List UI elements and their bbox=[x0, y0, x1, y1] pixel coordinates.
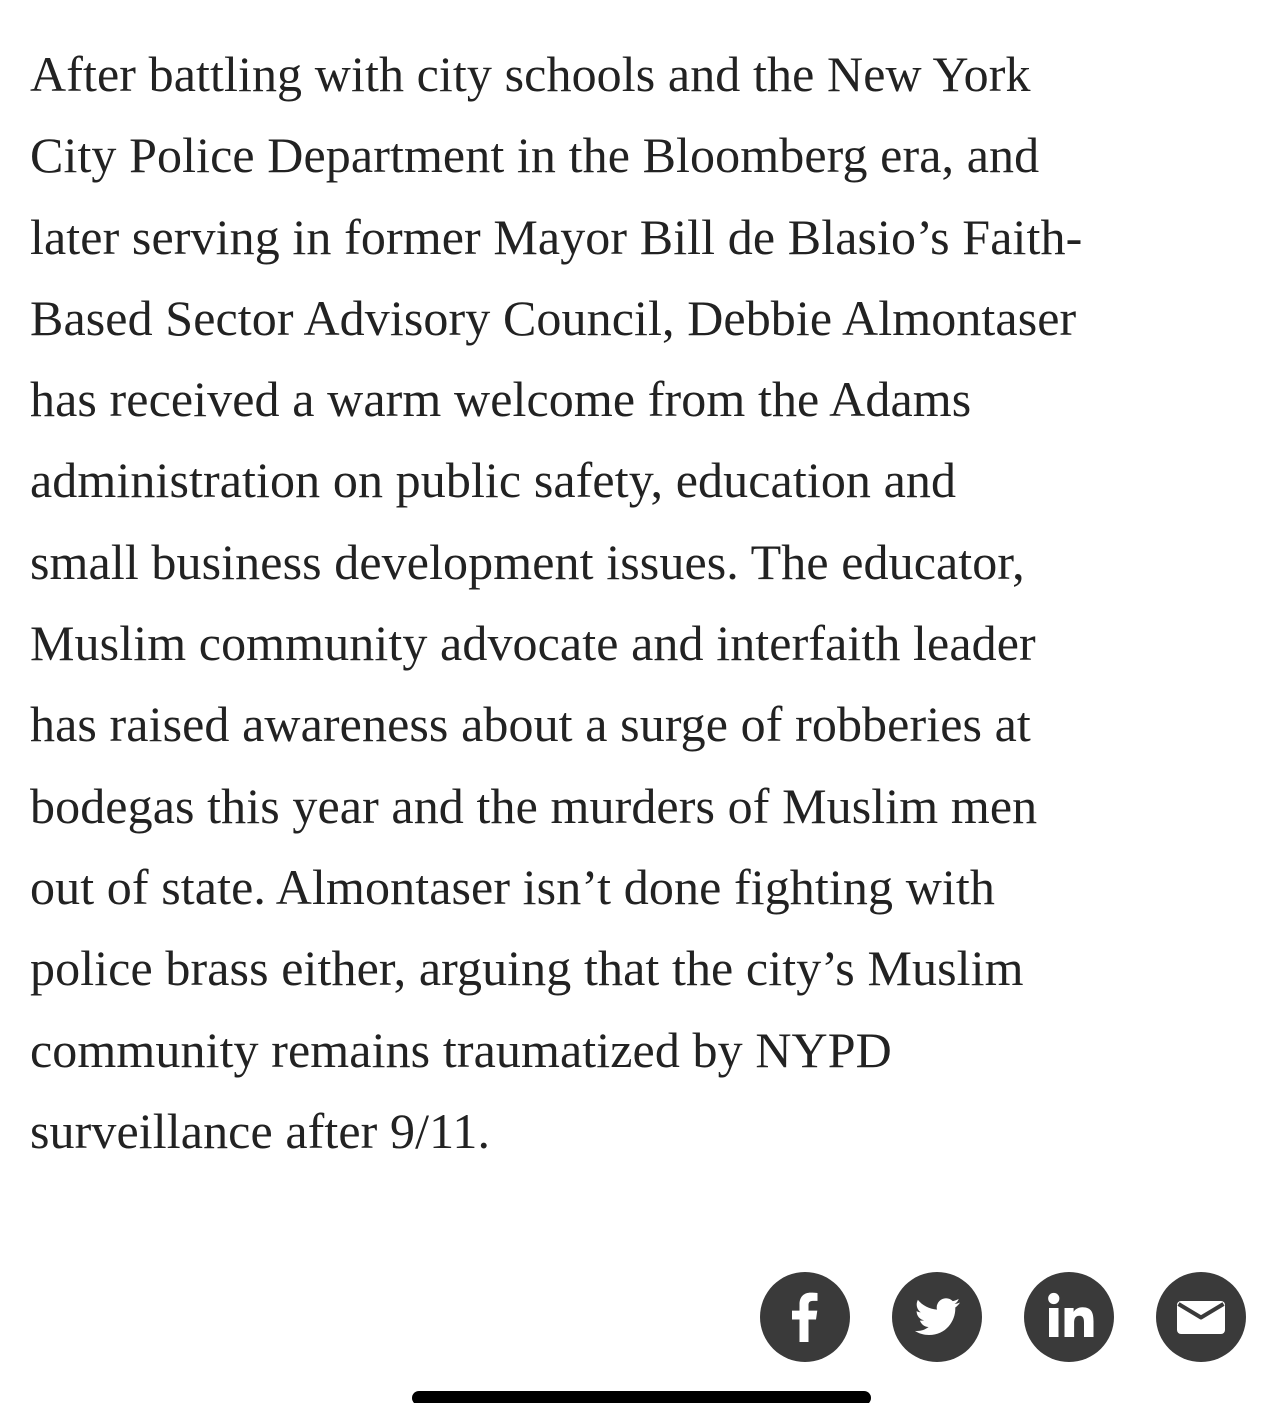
article-body bbox=[30, 34, 1260, 1172]
email-icon bbox=[1156, 1272, 1246, 1362]
share-bar bbox=[760, 1272, 1246, 1362]
article-paragraph: After battling with city schools and the New York City Police Department in the Bloomberg era, and later serving in former Mayor Bill de Blasio’s Faith- Based Sector Advisory Council, Debbie Almontaser has received a warm welcome from the Adams administration on public safety, education and small business development issues. The educator, Muslim community advocate and interfaith leader has raised awareness about a surge of robberies at bodegas this year and the murders of Muslim men out of state. Almontaser isn’t done fighting with police brass either, arguing that the city’s Muslim community remains traumatized by NYPD surveillance after 9/11. bbox=[30, 46, 1083, 1159]
linkedin-icon bbox=[1024, 1272, 1114, 1362]
facebook-icon bbox=[760, 1272, 850, 1362]
twitter-icon bbox=[892, 1272, 982, 1362]
linkedin-share-button[interactable] bbox=[1024, 1272, 1114, 1362]
facebook-share-button[interactable] bbox=[760, 1272, 850, 1362]
email-share-button[interactable] bbox=[1156, 1272, 1246, 1362]
twitter-share-button[interactable] bbox=[892, 1272, 982, 1362]
home-indicator[interactable] bbox=[412, 1391, 871, 1403]
